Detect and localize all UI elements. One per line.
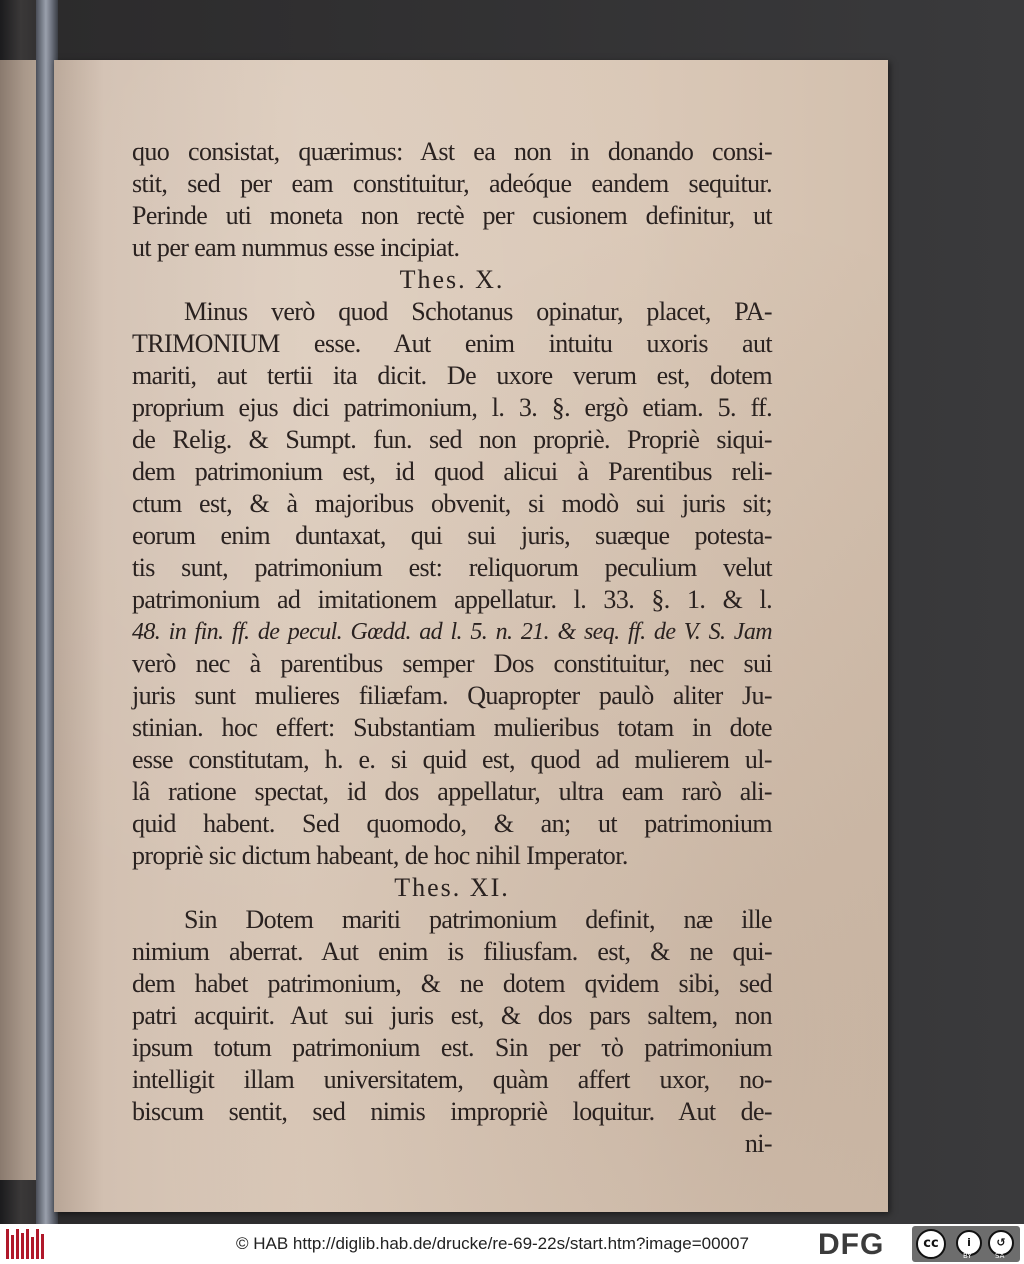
text-line: biscum sentit, sed nimis impropriè loquitur. Aut de-	[132, 1097, 772, 1126]
text-line: 48. in fin. ff. de pecul. Gœdd. ad l. 5. n. 21. & seq. ff. de V. S. Jam	[132, 619, 772, 645]
text-line: de Relig. & Sumpt. fun. sed non propriè. Propriè siqui-	[132, 425, 772, 454]
text-line: verò nec à parentibus semper Dos constituitur, nec sui	[132, 649, 772, 678]
by-label: BY	[963, 1252, 972, 1260]
book-page	[54, 60, 888, 1212]
text-line: nimium aberrat. Aut enim is filiusfam. est, & ne qui-	[132, 937, 772, 966]
text-line: mariti, aut tertii ita dicit. De uxore verum est, dotem	[132, 361, 772, 390]
cc-icon: cc	[916, 1229, 946, 1259]
text-line: intelligit illam universitatem, quàm affert uxor, no-	[132, 1065, 772, 1094]
text-line: TRIMONIUM esse. Aut enim intuitu uxoris aut	[132, 329, 772, 358]
text-line: ctum est, & à majoribus obvenit, si modò sui juris sit;	[132, 489, 772, 518]
thesis-heading: Thes. XI.	[394, 873, 510, 902]
hab-logo-icon	[6, 1229, 46, 1259]
sa-label: SA	[995, 1252, 1005, 1260]
text-line: Minus verò quod Schotanus opinatur, placet, PA-	[184, 297, 772, 326]
by-icon: i	[956, 1230, 982, 1256]
text-line: stit, sed per eam constituitur, adeóque eandem sequitur.	[132, 169, 772, 198]
text-line: juris sunt mulieres filiæfam. Quapropter paulò aliter Ju-	[132, 681, 772, 710]
text-line: Perinde uti moneta non rectè per cusionem definitur, ut	[132, 201, 772, 230]
text-line: tis sunt, patrimonium est: reliquorum peculium velut	[132, 553, 772, 582]
text-line: eorum enim duntaxat, qui sui juris, suæque potesta-	[132, 521, 772, 550]
sa-icon: ↺	[988, 1230, 1014, 1256]
text-line: ut per eam nummus esse incipiat.	[132, 233, 460, 262]
text-line: stinian. hoc effert: Substantiam mulieribus totam in dote	[132, 713, 772, 742]
text-line: patrimonium ad imitationem appellatur. l. 33. §. 1. & l.	[132, 585, 772, 614]
text-line: quo consistat, quærimus: Ast ea non in donando consi-	[132, 137, 772, 166]
catchword: ni-	[744, 1129, 772, 1158]
thesis-heading: Thes. X.	[399, 265, 505, 294]
viewer-footer	[0, 1224, 1024, 1264]
text-line: dem habet patrimonium, & ne dotem qvidem sibi, sed	[132, 969, 772, 998]
text-line: lâ ratione spectat, id dos appellatur, ultra eam rarò ali-	[132, 777, 772, 806]
dfg-logo: DFG	[818, 1228, 885, 1261]
text-line: esse constitutam, h. e. si quid est, quod ad mulierem ul-	[132, 745, 772, 774]
text-line: quid habent. Sed quomodo, & an; ut patrimonium	[132, 809, 772, 838]
text-line: patri acquirit. Aut sui juris est, & dos pars saltem, non	[132, 1001, 772, 1030]
copyright-url[interactable]: © HAB http://diglib.hab.de/drucke/re-69-22s/start.htm?image=00007	[236, 1234, 749, 1253]
text-line: propriè sic dictum habeant, de hoc nihil Imperator.	[132, 841, 628, 870]
cc-license-badge[interactable]	[912, 1226, 1020, 1262]
text-line: Sin Dotem mariti patrimonium definit, næ ille	[184, 905, 772, 934]
text-line: proprium ejus dici patrimonium, l. 3. §. ergò etiam. 5. ff.	[132, 393, 772, 422]
text-line: dem patrimonium est, id quod alicui à Parentibus reli-	[132, 457, 772, 486]
text-line: ipsum totum patrimonium est. Sin per τὸ patrimonium	[132, 1033, 772, 1062]
